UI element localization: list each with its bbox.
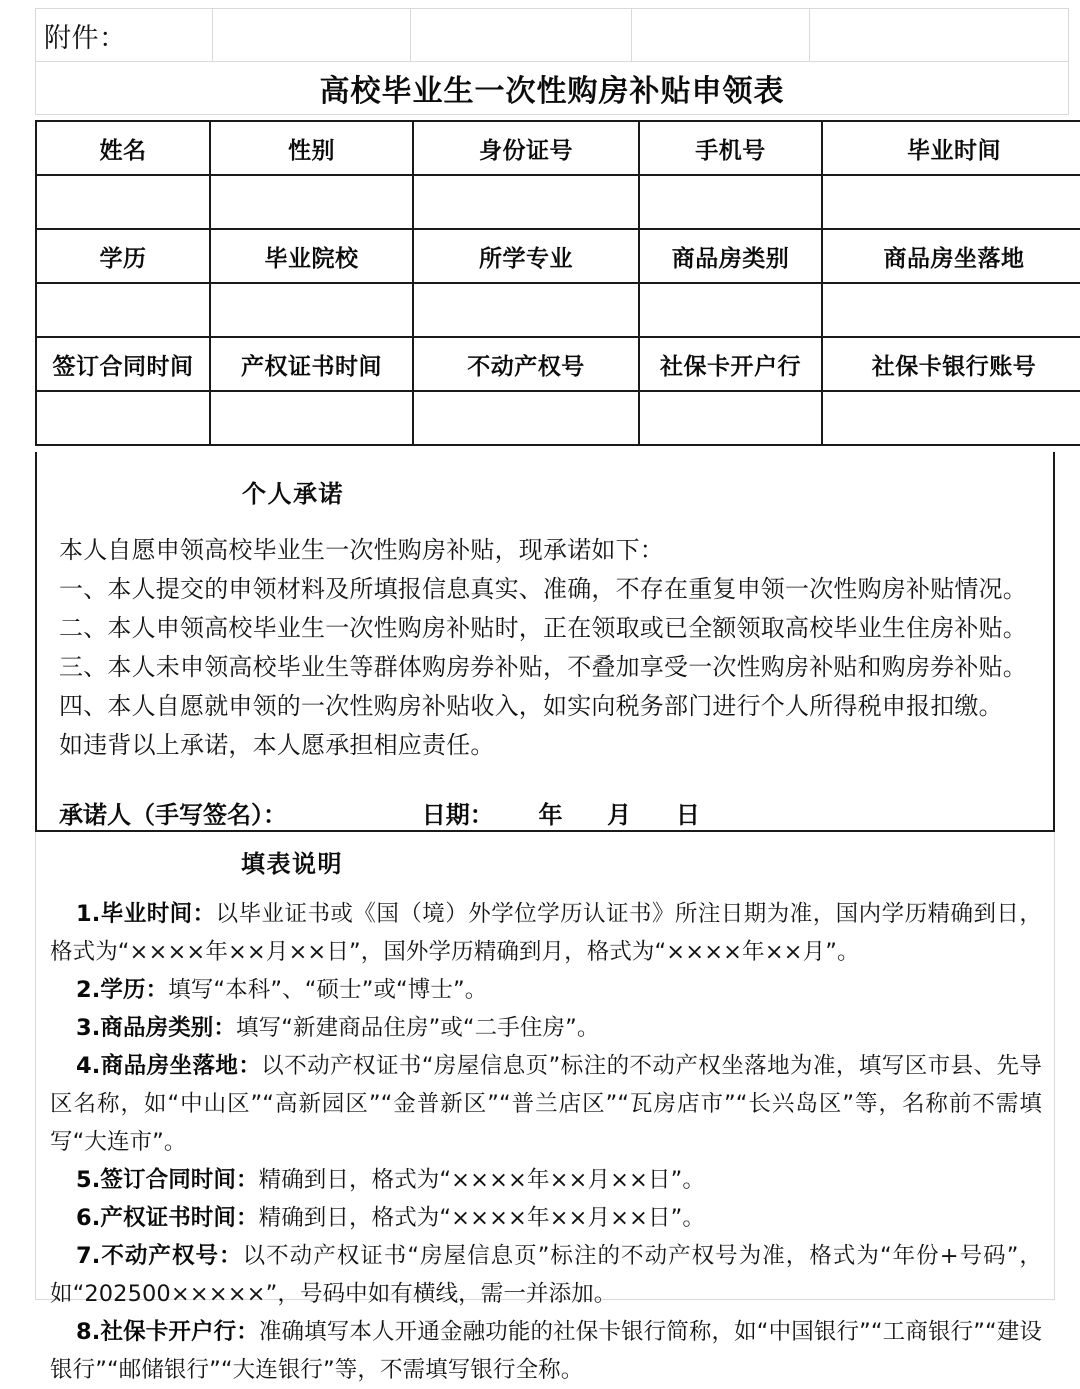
commitment-body (37, 531, 1053, 765)
commitment-line: 本人自愿申领高校毕业生一次性购房补贴，现承诺如下： (59, 536, 664, 564)
note-term: 商品房坐落地： (100, 1053, 262, 1079)
field-name[interactable] (36, 175, 210, 229)
header-contract-date: 签订合同时间 (36, 337, 210, 391)
header-phone: 手机号 (639, 121, 822, 175)
note-number: 1. (76, 901, 101, 927)
header-gender: 性别 (210, 121, 413, 175)
note-text: 填写“本科”、“硕士”或“博士”。 (168, 977, 488, 1003)
signature-row (37, 795, 1053, 830)
table-row-headers-2 (36, 229, 1080, 283)
attachment-blank-4 (632, 9, 810, 62)
list-item (50, 1199, 1042, 1237)
note-term: 商品房类别： (100, 1015, 237, 1041)
note-text: 精确到日，格式为“××××年××月××日”。 (258, 1205, 705, 1231)
list-item (50, 1047, 1042, 1161)
header-certificate-date: 产权证书时间 (210, 337, 413, 391)
table-row-values-2 (36, 283, 1080, 337)
document-header-grid (35, 8, 1069, 115)
header-education: 学历 (36, 229, 210, 283)
field-property-location[interactable] (822, 283, 1080, 337)
header-bank-branch: 社保卡开户行 (639, 337, 822, 391)
header-property-type: 商品房类别 (639, 229, 822, 283)
commitment-heading: 个人承诺 (242, 480, 344, 508)
header-bank-account: 社保卡银行账号 (822, 337, 1080, 391)
list-item (50, 1313, 1042, 1389)
note-number: 5. (76, 1167, 101, 1193)
attachment-blank-5 (810, 9, 1069, 62)
note-term: 社保卡开户行： (100, 1319, 259, 1345)
field-phone[interactable] (639, 175, 822, 229)
applicant-form-table (35, 120, 1080, 446)
instructions-section (35, 832, 1055, 1383)
field-graduation-time[interactable] (822, 175, 1080, 229)
table-row-values-3 (36, 391, 1080, 445)
note-number: 7. (76, 1243, 101, 1269)
month-unit: 月 (607, 801, 632, 829)
commitment-section (35, 452, 1055, 832)
field-id-number[interactable] (413, 175, 639, 229)
note-number: 8. (76, 1319, 101, 1345)
field-bank-account[interactable] (822, 391, 1080, 445)
table-row-headers-3 (36, 337, 1080, 391)
commitment-line: 如违背以上承诺，本人愿承担相应责任。 (59, 731, 495, 759)
note-text: 以毕业证书或《国（境）外学位学历认证书》所注日期为准，国内学历精确到日，格式为“××××年××月××日”，国外学历精确到月，格式为“××××年××月”。 (50, 901, 1042, 965)
attachment-label: 附件： (36, 9, 213, 62)
note-term: 签订合同时间： (100, 1167, 259, 1193)
attachment-blank-2 (213, 9, 411, 62)
field-property-type[interactable] (639, 283, 822, 337)
header-id-number: 身份证号 (413, 121, 639, 175)
list-item (50, 971, 1042, 1009)
instructions-list (36, 895, 1054, 1389)
note-text: 填写“新建商品住房”或“二手住房”。 (236, 1015, 600, 1041)
note-term: 毕业时间： (100, 901, 216, 927)
header-realestate-number: 不动产权号 (413, 337, 639, 391)
day-unit: 日 (675, 801, 700, 829)
note-text: 以不动产权证书“房屋信息页”标注的不动产权号为准，格式为“年份+号码”，如“202500×××××”，号码中如有横线，需一并添加。 (50, 1243, 1042, 1307)
header-major: 所学专业 (413, 229, 639, 283)
field-certificate-date[interactable] (210, 391, 413, 445)
header-graduation-time: 毕业时间 (822, 121, 1080, 175)
commitment-line: 二、本人申领高校毕业生一次性购房补贴时，正在领取或已全额领取高校毕业生住房补贴。 (59, 614, 1027, 642)
table-row-headers-1 (36, 121, 1080, 175)
note-term: 学历： (100, 977, 169, 1003)
note-number: 6. (76, 1205, 101, 1231)
field-realestate-number[interactable] (413, 391, 639, 445)
note-number: 2. (76, 977, 101, 1003)
header-school: 毕业院校 (210, 229, 413, 283)
list-item (50, 1009, 1042, 1047)
note-term: 不动产权号： (100, 1243, 243, 1269)
field-contract-date[interactable] (36, 391, 210, 445)
commitment-line: 四、本人自愿就申领的一次性购房补贴收入，如实向税务部门进行个人所得税申报扣缴。 (59, 692, 1003, 720)
commitment-line: 三、本人未申领高校毕业生等群体购房券补贴，不叠加享受一次性购房补贴和购房券补贴。 (59, 653, 1027, 681)
header-property-location: 商品房坐落地 (822, 229, 1080, 283)
instructions-heading: 填表说明 (241, 850, 343, 878)
field-gender[interactable] (210, 175, 413, 229)
note-term: 产权证书时间： (100, 1205, 259, 1231)
field-bank-branch[interactable] (639, 391, 822, 445)
attachment-row (36, 9, 1069, 62)
commitment-line: 一、本人提交的申领材料及所填报信息真实、准确，不存在重复申领一次性购房补贴情况。 (59, 575, 1027, 603)
date-label: 日期： (421, 801, 494, 829)
field-major[interactable] (413, 283, 639, 337)
field-school[interactable] (210, 283, 413, 337)
table-row-values-1 (36, 175, 1080, 229)
signature-label: 承诺人（手写签名）： (59, 801, 287, 829)
note-number: 4. (76, 1053, 101, 1079)
list-item (50, 1237, 1042, 1313)
note-text: 以不动产权证书“房屋信息页”标注的不动产权坐落地为准，填写区市县、先导区名称，如“中山区”“高新园区”“金普新区”“普兰店区”“瓦房店市”“长兴岛区”等，名称前不需填写“大连市”。 (50, 1053, 1042, 1155)
header-name: 姓名 (36, 121, 210, 175)
note-number: 3. (76, 1015, 101, 1041)
note-text: 精确到日，格式为“××××年××月××日”。 (258, 1167, 705, 1193)
title-row (36, 62, 1069, 115)
list-item (50, 895, 1042, 971)
field-education[interactable] (36, 283, 210, 337)
list-item (50, 1161, 1042, 1199)
page-title: 高校毕业生一次性购房补贴申领表 (36, 62, 1069, 115)
note-text: 准确填写本人开通金融功能的社保卡银行简称，如“中国银行”“工商银行”“建设银行”“邮储银行”“大连银行”等，不需填写银行全称。 (50, 1319, 1042, 1383)
year-unit: 年 (538, 801, 563, 829)
attachment-blank-3 (411, 9, 632, 62)
